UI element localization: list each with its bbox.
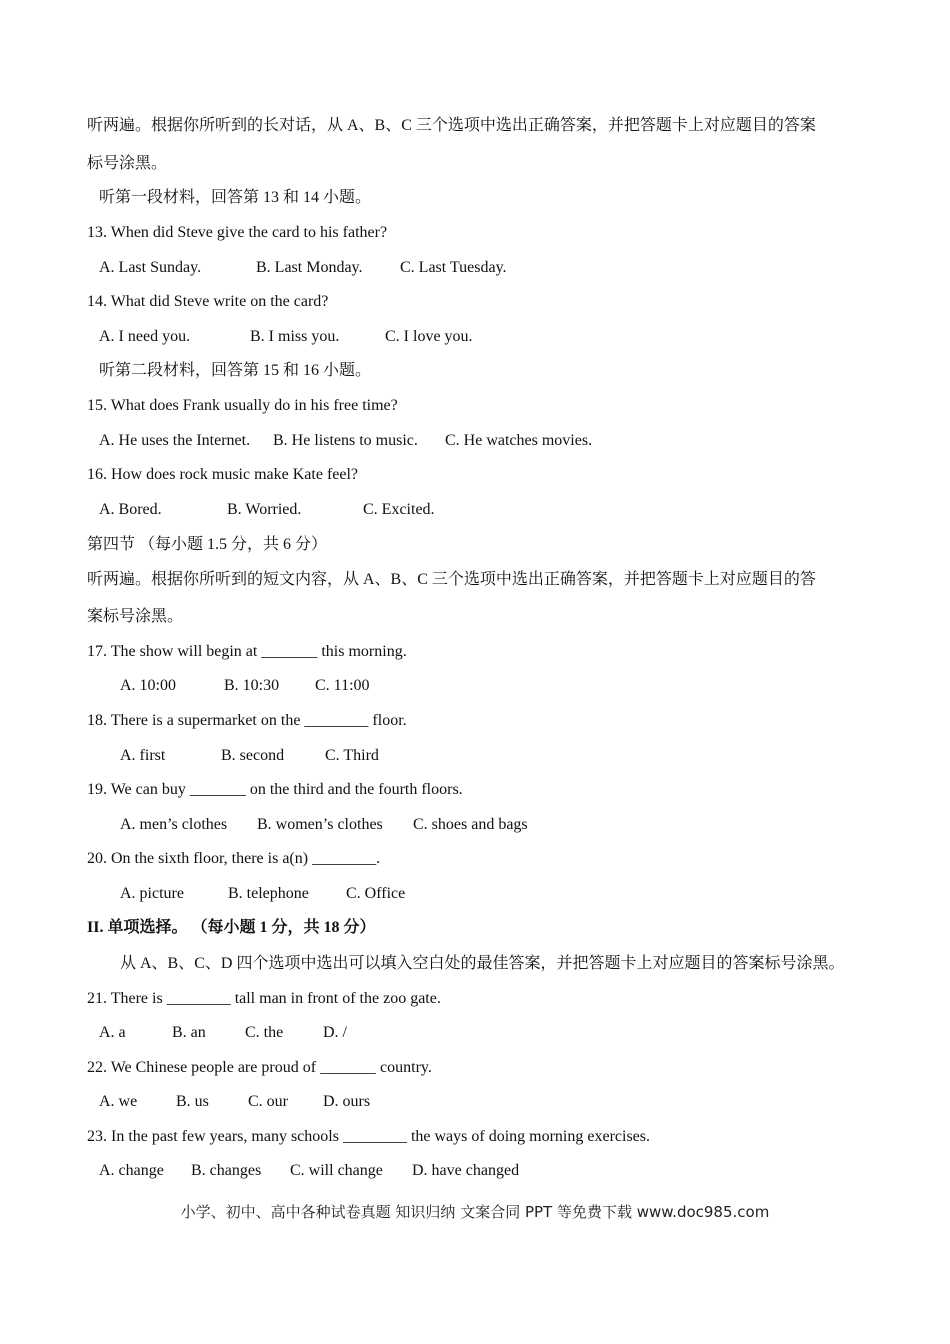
question-16-option-b: B. Worried. (227, 501, 302, 518)
question-20-stem: 20. On the sixth floor, there is a(n) ________. (87, 850, 381, 867)
page-footer: 小学、初中、高中各种试卷真题 知识归纳 文案合同 PPT 等免费下载 www.doc985.com (180, 1203, 770, 1221)
question-14-option-a: A. I need you. (99, 328, 191, 345)
question-13-options (99, 258, 507, 278)
part-two-heading: II. 单项选择。 （每小题 1 分，共 18 分） (87, 919, 376, 936)
question-21-options (99, 1023, 347, 1043)
question-22-option-d: D. ours (323, 1093, 371, 1110)
question-16-stem: 16. How does rock music make Kate feel? (87, 466, 359, 483)
question-23-option-a: A. change (99, 1162, 164, 1179)
question-21-option-a: A. a (99, 1024, 126, 1041)
question-23-option-c: C. will change (290, 1162, 383, 1179)
question-22-stem: 22. We Chinese people are proud of _______ country. (87, 1059, 432, 1076)
question-15-option-b: B. He listens to music. (273, 432, 418, 449)
question-18-options (120, 746, 379, 766)
question-20-option-c: C. Office (346, 885, 406, 902)
question-23-stem: 23. In the past few years, many schools ________ the ways of doing morning exercises. (87, 1128, 650, 1145)
question-21-stem: 21. There is ________ tall man in front of the zoo gate. (87, 990, 441, 1007)
question-13-option-a: A. Last Sunday. (99, 259, 202, 276)
question-18-option-b: B. second (221, 747, 285, 764)
listening-instruction-line-1: 听两遍。根据你所听到的长对话，从 A、B、C 三个选项中选出正确答案，并把答题卡上对应题目的答案 (87, 117, 816, 134)
question-15-option-c: C. He watches movies. (445, 432, 593, 449)
question-19-options (120, 815, 528, 835)
question-14-option-c: C. I love you. (385, 328, 473, 345)
question-19-option-a: A. men’s clothes (120, 816, 228, 833)
question-14-option-b: B. I miss you. (250, 328, 340, 345)
question-22-option-c: C. our (248, 1093, 288, 1110)
question-15-stem: 15. What does Frank usually do in his free time? (87, 397, 398, 414)
section-four-heading: 第四节 （每小题 1.5 分，共 6 分） (87, 536, 328, 553)
question-23-option-b: B. changes (191, 1162, 262, 1179)
question-22-option-a: A. we (99, 1093, 138, 1110)
question-21-option-d: D. / (323, 1024, 347, 1041)
question-19-option-b: B. women’s clothes (257, 816, 383, 833)
question-15-option-a: A. He uses the Internet. (99, 432, 251, 449)
question-16-option-a: A. Bored. (99, 501, 162, 518)
question-23-options (99, 1161, 519, 1181)
question-21-option-b: B. an (172, 1024, 206, 1041)
question-18-stem: 18. There is a supermarket on the ________ floor. (87, 712, 407, 729)
question-22-options (99, 1092, 370, 1112)
question-20-option-a: A. picture (120, 885, 184, 902)
material-one-note: 听第一段材料，回答第 13 和 14 小题。 (99, 189, 372, 206)
question-17-options (120, 676, 370, 696)
question-18-option-a: A. first (120, 747, 166, 764)
question-19-stem: 19. We can buy _______ on the third and the fourth floors. (87, 781, 463, 798)
question-23-option-d: D. have changed (412, 1162, 520, 1179)
question-17-stem: 17. The show will begin at _______ this morning. (87, 643, 407, 660)
question-20-options (120, 884, 405, 904)
question-21-option-c: C. the (245, 1024, 284, 1041)
question-16-option-c: C. Excited. (363, 501, 435, 518)
single-choice-instruction: 从 A、B、C、D 四个选项中选出可以填入空白处的最佳答案，并把答题卡上对应题目的答案标号涂黑。 (120, 955, 845, 972)
question-14-options (99, 327, 473, 347)
question-17-option-b: B. 10:30 (224, 677, 280, 694)
question-17-option-c: C. 11:00 (315, 677, 370, 694)
question-17-option-a: A. 10:00 (120, 677, 176, 694)
material-two-note: 听第二段材料，回答第 15 和 16 小题。 (99, 362, 372, 379)
question-20-option-b: B. telephone (228, 885, 309, 902)
listening-instruction-line-2: 标号涂黑。 (87, 155, 168, 172)
question-18-option-c: C. Third (325, 747, 379, 764)
question-13-option-c: C. Last Tuesday. (400, 259, 507, 276)
question-13-stem: 13. When did Steve give the card to his father? (87, 224, 388, 241)
passage-instruction-line-2: 案标号涂黑。 (87, 608, 184, 625)
question-19-option-c: C. shoes and bags (413, 816, 528, 833)
question-16-options (99, 500, 435, 520)
passage-instruction-line-1: 听两遍。根据你所听到的短文内容，从 A、B、C 三个选项中选出正确答案，并把答题卡上对应题目的答 (87, 571, 816, 588)
question-22-option-b: B. us (176, 1093, 209, 1110)
question-14-stem: 14. What did Steve write on the card? (87, 293, 329, 310)
question-15-options (99, 431, 592, 451)
question-13-option-b: B. Last Monday. (256, 259, 363, 276)
